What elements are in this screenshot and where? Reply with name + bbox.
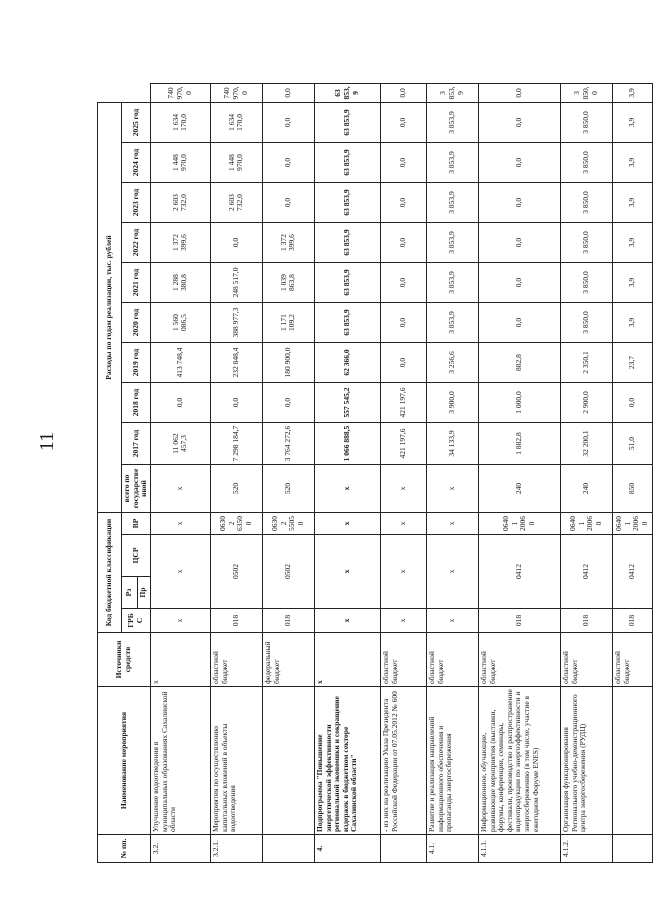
- row-year-value: 3 853,9: [426, 183, 478, 223]
- row-year-value: 1 372 399,6: [262, 223, 314, 263]
- row-number: 4.: [314, 835, 380, 863]
- row-year-value: 3 850,0: [560, 102, 612, 142]
- row-csr: 06401 20060: [478, 513, 560, 535]
- row-year-value: 3 850,0: [560, 183, 612, 223]
- table-row: [262, 84, 314, 863]
- row-number: 4.1.: [426, 835, 478, 863]
- row-year-value: 0,0: [210, 223, 262, 263]
- row-total: 11 062 457,3: [150, 423, 210, 465]
- row-year-value: 0,0: [150, 383, 210, 423]
- row-year-value: 1 171 109,2: [262, 303, 314, 343]
- row-year-value: 1 288 380,8: [150, 263, 210, 303]
- row-year-value: 0,0: [478, 143, 560, 183]
- row-vr: 850: [612, 465, 652, 513]
- row-year-value: 1 448 970,0: [150, 143, 210, 183]
- row-year-value: 1 000,0: [478, 383, 560, 423]
- row-total: 34 133,9: [426, 423, 478, 465]
- header-year-1: 2018 год: [122, 383, 151, 423]
- row-source: х: [314, 633, 380, 687]
- row-source: областной бюджет: [560, 633, 612, 687]
- row-year-value: 63 853,9: [314, 223, 380, 263]
- header-source: Источники средств: [98, 633, 151, 687]
- header-year-0: 2017 год: [122, 423, 151, 465]
- header-pr: Пр: [137, 577, 150, 609]
- header-no: № пп.: [98, 835, 151, 863]
- row-year-value: 0,0: [380, 343, 426, 383]
- row-name: [612, 687, 652, 835]
- row-year-value: 413 748,4: [150, 343, 210, 383]
- row-year-value: 180 900,0: [262, 343, 314, 383]
- row-year-value: 0,0: [262, 84, 314, 103]
- row-rzpr: х: [150, 535, 210, 609]
- row-source: х: [150, 633, 210, 687]
- row-year-value: 0,0: [612, 383, 652, 423]
- row-year-value: 3,9: [612, 223, 652, 263]
- row-csr: 06302 55050: [262, 513, 314, 535]
- row-year-value: 0,0: [210, 383, 262, 423]
- row-year-value: 63 853,9: [314, 102, 380, 142]
- header-year-3: 2020 год: [122, 303, 151, 343]
- row-number: 4.1.1.: [478, 835, 560, 863]
- header-expenses: Расходы по годам реализации, тыс. рублей: [98, 102, 122, 512]
- row-number: [612, 835, 652, 863]
- row-total: 3 764 272,6: [262, 423, 314, 465]
- row-year-value: 63 853,9: [314, 303, 380, 343]
- row-year-value: 2 900,0: [560, 383, 612, 423]
- row-grbs: 018: [478, 609, 560, 633]
- row-year-value: 388 977,3: [210, 303, 262, 343]
- row-year-value: 3 853,9: [426, 143, 478, 183]
- row-year-value: 0,0: [478, 223, 560, 263]
- row-source: федеральный бюджет: [262, 633, 314, 687]
- row-name: - из них на реализацию Указа Президента Российской Федерации от 07.05.2012 № 600: [380, 687, 426, 835]
- table-row: [478, 84, 560, 863]
- header-year-4: 2021 год: [122, 263, 151, 303]
- row-vr: х: [314, 465, 380, 513]
- table-row: [314, 84, 380, 863]
- row-number: 4.1.2.: [560, 835, 612, 863]
- row-year-value: 882,8: [478, 343, 560, 383]
- row-year-value: 0,0: [380, 263, 426, 303]
- row-year-value: 0,0: [478, 183, 560, 223]
- row-name: Улучшение водоотведения в муниципальных образованиях Сахалинской области: [150, 687, 210, 835]
- row-year-value: 63 853,9: [314, 143, 380, 183]
- row-year-value: 1 372 399,6: [150, 223, 210, 263]
- table-row: [150, 84, 210, 863]
- row-year-value: 0,0: [478, 263, 560, 303]
- row-csr: 06302 63500: [210, 513, 262, 535]
- header-year-8: 2025 год: [122, 102, 151, 142]
- row-year-value: 0,0: [478, 102, 560, 142]
- row-year-value: 3 850,0: [560, 303, 612, 343]
- row-vr: 240: [560, 465, 612, 513]
- row-rzpr: 0412: [560, 535, 612, 609]
- row-number: 3.2.: [150, 835, 210, 863]
- row-year-value: 3,9: [612, 84, 652, 103]
- row-csr: х: [150, 513, 210, 535]
- row-name: Информационное, обучающие, развивающие мероприятия (выставки, форумы, конференции, семинары, фестивали, производство и распространение видеопродукции по энергоэффективности и энергосбережению (в том числе, участие в ежегодном Форуме ENES): [478, 687, 560, 835]
- row-vr: 520: [262, 465, 314, 513]
- row-year-value: 3 853,9: [426, 84, 478, 103]
- row-source: областной бюджет: [426, 633, 478, 687]
- row-year-value: 3,9: [612, 263, 652, 303]
- row-vr: 240: [478, 465, 560, 513]
- header-grbs: ГРБС: [122, 609, 151, 633]
- row-year-value: 1 634 170,0: [210, 102, 262, 142]
- header-rz: Рз: [122, 577, 138, 609]
- row-grbs: 018: [612, 609, 652, 633]
- header-year-7: 2024 год: [122, 143, 151, 183]
- row-year-value: 3,9: [612, 102, 652, 142]
- row-number: [380, 835, 426, 863]
- row-year-value: 0,0: [380, 143, 426, 183]
- row-name: Мероприятия по осуществлению капитальных вложений в объекты водоотведения: [210, 687, 262, 835]
- rotated-table-container: [97, 83, 649, 863]
- row-total: 7 298 184,7: [210, 423, 262, 465]
- row-year-value: 63 853,9: [314, 183, 380, 223]
- row-vr: х: [426, 465, 478, 513]
- row-year-value: 0,0: [478, 84, 560, 103]
- row-rzpr: 0412: [478, 535, 560, 609]
- row-year-value: 3 850,0: [560, 84, 612, 103]
- row-year-value: 1 039 863,8: [262, 263, 314, 303]
- row-year-value: 1 560 086,5: [150, 303, 210, 343]
- row-csr: х: [426, 513, 478, 535]
- row-name: [262, 687, 314, 835]
- row-year-value: 2 350,1: [560, 343, 612, 383]
- row-source: областной бюджет: [210, 633, 262, 687]
- row-year-value: 740 970,0: [150, 84, 210, 103]
- row-year-value: 232 848,4: [210, 343, 262, 383]
- table-row: [426, 84, 478, 863]
- row-number: 3.2.1.: [210, 835, 262, 863]
- table-row: [380, 84, 426, 863]
- row-year-value: 0,0: [262, 383, 314, 423]
- row-csr: 06401 20060: [612, 513, 652, 535]
- row-rzpr: х: [314, 535, 380, 609]
- row-source: областной бюджет: [612, 633, 652, 687]
- row-year-value: 2 603 732,0: [210, 183, 262, 223]
- row-grbs: 018: [262, 609, 314, 633]
- row-year-value: 3,9: [612, 303, 652, 343]
- row-year-value: 63 853,9: [314, 84, 380, 103]
- row-year-value: 23,7: [612, 343, 652, 383]
- row-csr: х: [380, 513, 426, 535]
- header-name: Наименование мероприятия: [98, 687, 151, 835]
- row-vr: 520: [210, 465, 262, 513]
- header-year-6: 2023 год: [122, 183, 151, 223]
- row-total: 421 197,6: [380, 423, 426, 465]
- table-row: [210, 84, 262, 863]
- row-rzpr: х: [380, 535, 426, 609]
- row-year-value: 0,0: [380, 102, 426, 142]
- row-year-value: 0,0: [262, 102, 314, 142]
- row-grbs: х: [426, 609, 478, 633]
- row-year-value: 1 448 970,0: [210, 143, 262, 183]
- row-year-value: 0,0: [262, 183, 314, 223]
- row-total: 1 882,8: [478, 423, 560, 465]
- row-year-value: 0,0: [478, 303, 560, 343]
- row-name: Организация функционирования Регионального учебно-демонстрационного центра энергосбережения (РУДЦ): [560, 687, 612, 835]
- row-rzpr: 0412: [612, 535, 652, 609]
- row-year-value: 3 853,9: [426, 263, 478, 303]
- row-name: Подпрограмма "Повышение энергетической эффективности региональной экономики и сокращение издержек в бюджетном секторе Сахалинской области": [314, 687, 380, 835]
- row-year-value: 0,0: [380, 223, 426, 263]
- row-rzpr: х: [426, 535, 478, 609]
- row-csr: х: [314, 513, 380, 535]
- row-total: 32 200,1: [560, 423, 612, 465]
- row-csr: 06401 20060: [560, 513, 612, 535]
- row-year-value: 2 603 732,0: [150, 183, 210, 223]
- row-year-value: 62 366,0: [314, 343, 380, 383]
- row-year-value: 63 853,9: [314, 263, 380, 303]
- row-source: областной бюджет: [380, 633, 426, 687]
- row-year-value: 3 850,0: [560, 263, 612, 303]
- header-year-2: 2019 год: [122, 343, 151, 383]
- row-year-value: 557 545,2: [314, 383, 380, 423]
- table-row: [612, 84, 652, 863]
- row-grbs: 018: [560, 609, 612, 633]
- row-grbs: 018: [210, 609, 262, 633]
- row-name: Развитие и реализация направлений информационного обеспечения и пропаганды энергосбережения: [426, 687, 478, 835]
- row-year-value: 3,9: [612, 143, 652, 183]
- row-year-value: 3,9: [612, 183, 652, 223]
- header-csr: ЦСР: [122, 535, 151, 577]
- header-year-5: 2022 год: [122, 223, 151, 263]
- row-grbs: х: [380, 609, 426, 633]
- row-year-value: 0,0: [380, 183, 426, 223]
- row-year-value: 740 970,0: [210, 84, 262, 103]
- row-year-value: 421 197,6: [380, 383, 426, 423]
- page-number: 11: [36, 431, 59, 452]
- row-year-value: 3 853,9: [426, 223, 478, 263]
- row-number: [262, 835, 314, 863]
- row-total: 51,0: [612, 423, 652, 465]
- budget-table: [97, 83, 653, 863]
- row-year-value: 248 517,0: [210, 263, 262, 303]
- row-rzpr: 0502: [210, 535, 262, 609]
- row-year-value: 3 853,9: [426, 303, 478, 343]
- row-year-value: 3 850,0: [560, 223, 612, 263]
- header-kbk: Код бюджетной классификации: [98, 513, 122, 633]
- row-year-value: 0,0: [380, 84, 426, 103]
- row-vr: х: [380, 465, 426, 513]
- row-year-value: 3 900,0: [426, 383, 478, 423]
- row-year-value: 3 850,0: [560, 143, 612, 183]
- row-grbs: х: [314, 609, 380, 633]
- row-vr: х: [150, 465, 210, 513]
- header-vr: ВР: [122, 513, 151, 535]
- row-rzpr: 0502: [262, 535, 314, 609]
- row-year-value: 0,0: [380, 303, 426, 343]
- row-year-value: 3 256,6: [426, 343, 478, 383]
- row-source: областной бюджет: [478, 633, 560, 687]
- row-total: 1 066 888,5: [314, 423, 380, 465]
- table-body: [150, 84, 652, 863]
- row-grbs: х: [150, 609, 210, 633]
- row-year-value: 1 634 170,0: [150, 102, 210, 142]
- table-row: [560, 84, 612, 863]
- row-year-value: 0,0: [262, 143, 314, 183]
- header-total: всего по государственной: [122, 465, 151, 513]
- row-year-value: 3 853,9: [426, 102, 478, 142]
